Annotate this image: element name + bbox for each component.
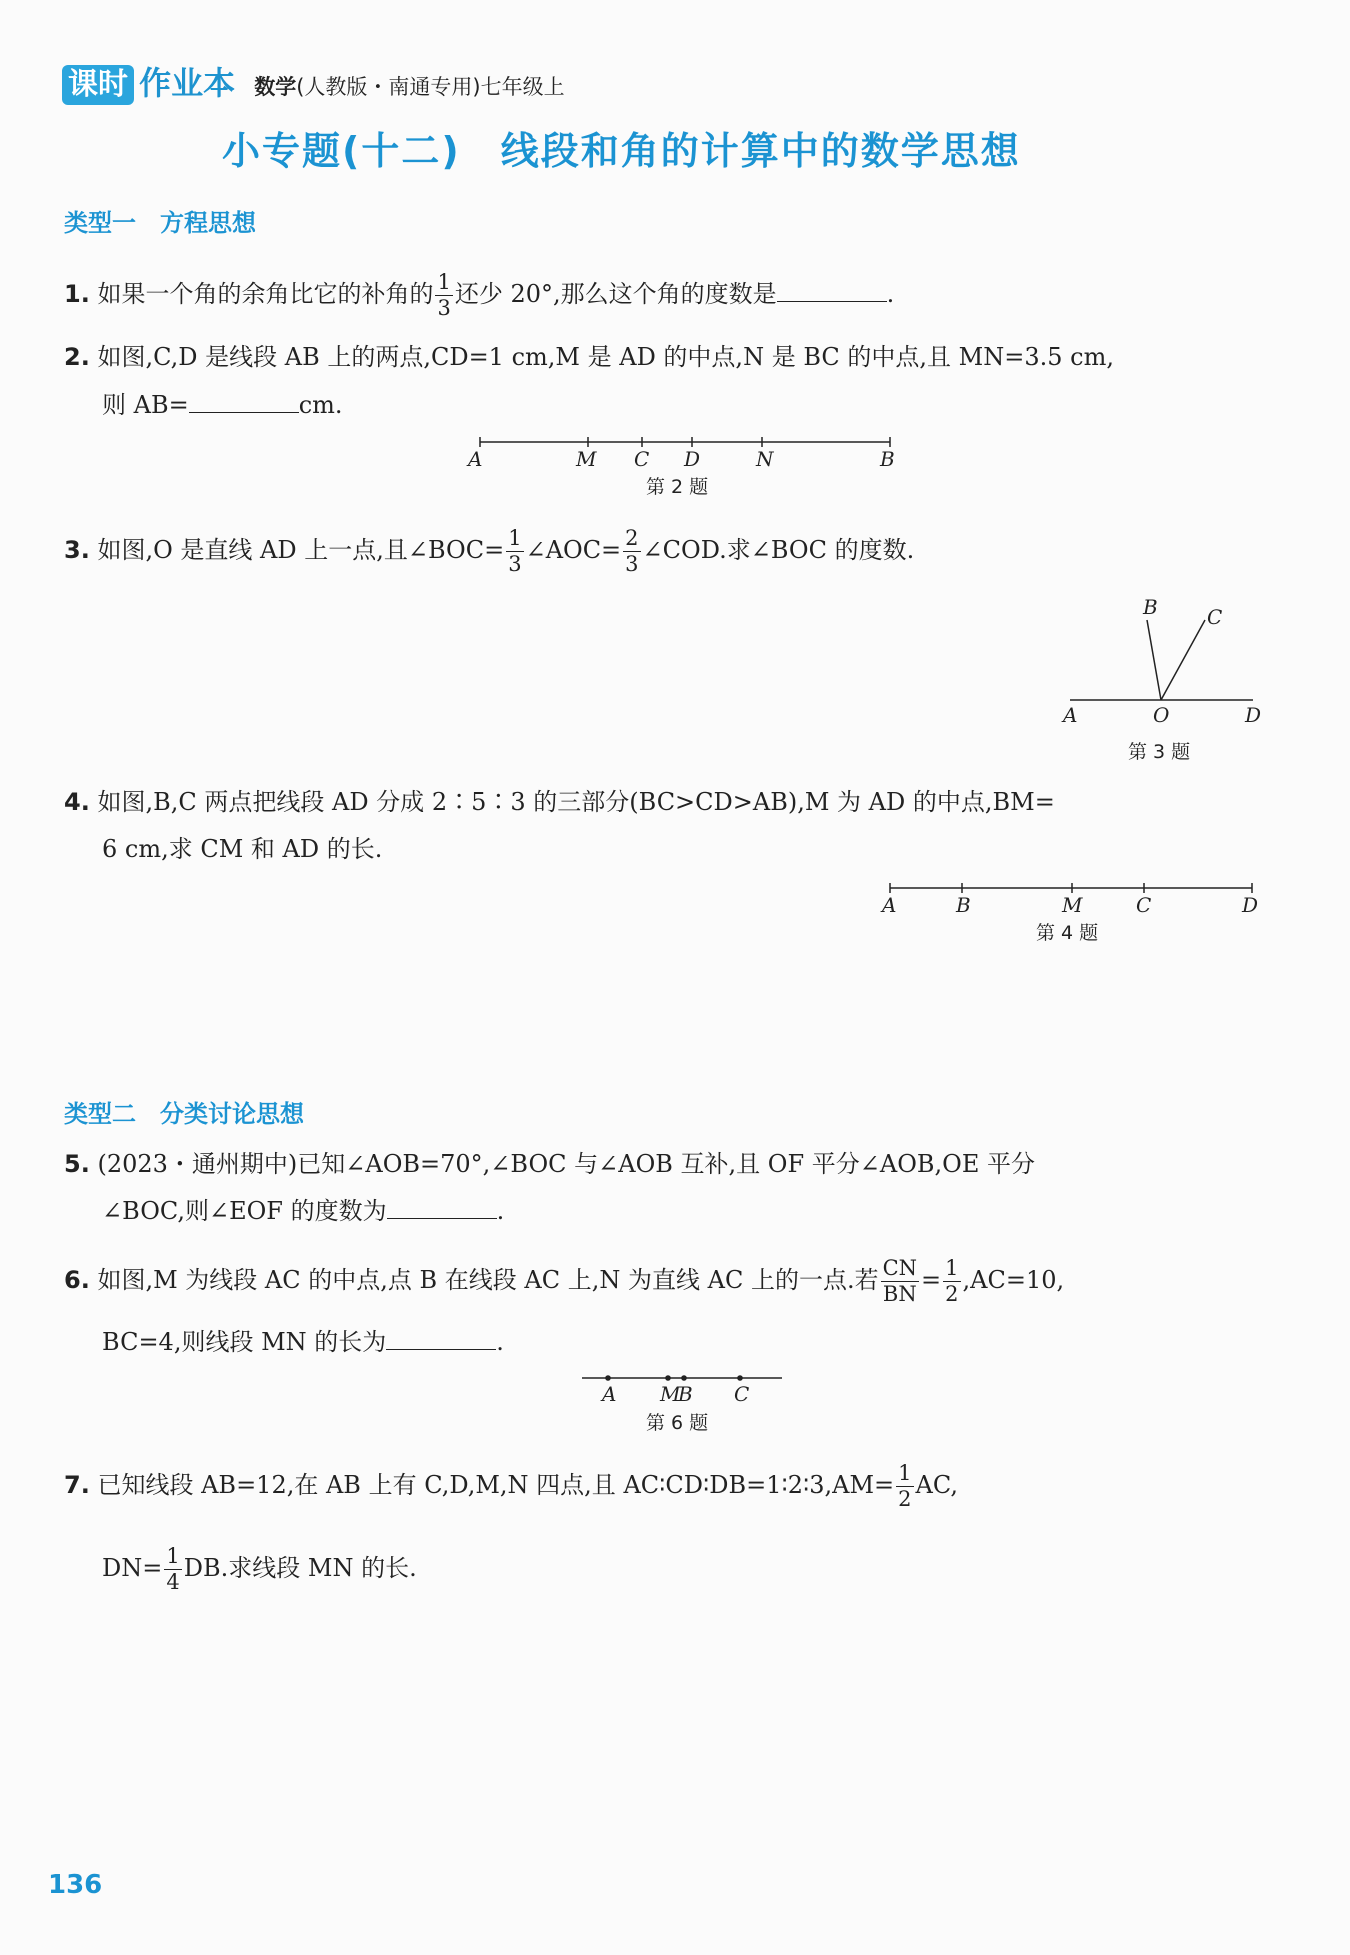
answer-blank[interactable] [777, 277, 887, 302]
point-label: A [468, 447, 483, 471]
section-heading-2: 类型二 分类讨论思想 [64, 1100, 304, 1128]
point-label: D [1242, 893, 1259, 917]
question-6-line2: BC=4,则线段 MN 的长为 . [102, 1325, 504, 1359]
question-2-line2: 则 AB= cm. [102, 388, 343, 422]
point-label: B [956, 893, 971, 917]
fraction: $\frac{CN}{BN}$ [882, 1256, 918, 1306]
point-label: A [882, 893, 897, 917]
brand-name: 作业本 [139, 64, 236, 102]
point-label: M [660, 1382, 681, 1406]
question-4: 4. 如图,B,C 两点把线段 AD 分成 2∶5∶3 的三部分(BC>CD>AB),M 为 AD 的中点,BM= [64, 788, 1055, 816]
figure-6-caption: 第 6 题 [646, 1412, 709, 1434]
point-label: A [1063, 703, 1078, 727]
brand-logo: 课时 [62, 65, 134, 105]
question-7-line2: DN= $\frac{1}{4}$ DB.求线段 MN 的长. [102, 1544, 417, 1594]
figure-4-caption: 第 4 题 [1036, 922, 1099, 944]
point-label: D [684, 447, 701, 471]
fraction: $\frac{1}{3}$ [437, 270, 451, 320]
point-label: N [756, 447, 774, 471]
point-label: C [734, 1382, 750, 1406]
page-number: 136 [48, 1870, 103, 1900]
header [62, 58, 565, 105]
fraction: $\frac{2}{3}$ [625, 526, 639, 576]
answer-blank[interactable] [386, 1325, 496, 1350]
page-title: 小专题(十二) 线段和角的计算中的数学思想 [222, 129, 1021, 173]
question-6: 6. 如图,M 为线段 AC 的中点,点 B 在线段 AC 上,N 为直线 AC 上的一点.若 $\frac{CN}{BN}$ = $\frac{1}{2}$ ,AC=10, [64, 1256, 1065, 1306]
point-label: M [576, 447, 597, 471]
answer-blank[interactable] [387, 1194, 497, 1219]
point-label: B [678, 1382, 693, 1406]
point-label: B [1143, 595, 1158, 619]
question-5: 5. (2023・通州期中)已知∠AOB=70°,∠BOC 与∠AOB 互补,且 OF 平分∠AOB,OE 平分 [64, 1150, 1035, 1178]
answer-blank[interactable] [189, 388, 299, 413]
point-label: C [1136, 893, 1152, 917]
header-subject: 数学 [254, 75, 297, 99]
point-label: O [1153, 703, 1170, 727]
question-3: 3. 如图,O 是直线 AD 上一点,且∠BOC= $\frac{1}{3}$ ∠AOC= $\frac{2}{3}$ ∠COD.求∠BOC 的度数. [64, 526, 915, 576]
question-2: 2. 如图,C,D 是线段 AB 上的两点,CD=1 cm,M 是 AD 的中点,N 是 BC 的中点,且 MN=3.5 cm, [64, 343, 1114, 371]
header-edition: (人教版・南通专用)七年级上 [296, 75, 565, 99]
section-heading-1: 类型一 方程思想 [64, 209, 256, 237]
point-label: A [602, 1382, 617, 1406]
figure-3-caption: 第 3 题 [1128, 741, 1191, 763]
figure-2-caption: 第 2 题 [646, 476, 709, 498]
figure-3 [1055, 590, 1275, 730]
fraction: $\frac{1}{2}$ [898, 1461, 912, 1511]
point-label: C [1207, 605, 1223, 629]
question-7: 7. 已知线段 AB=12,在 AB 上有 C,D,M,N 四点,且 AC∶CD∶DB=1∶2∶3,AM= $\frac{1}{2}$ AC, [64, 1461, 959, 1511]
point-label: M [1062, 893, 1083, 917]
point-label: D [1245, 703, 1262, 727]
point-label: C [634, 447, 650, 471]
fraction: $\frac{1}{4}$ [166, 1544, 180, 1594]
fraction: $\frac{1}{2}$ [945, 1256, 959, 1306]
question-5-line2: ∠BOC,则∠EOF 的度数为 . [102, 1194, 504, 1228]
point-label: B [880, 447, 895, 471]
fraction: $\frac{1}{3}$ [508, 526, 522, 576]
question-4-line2: 6 cm,求 CM 和 AD 的长. [102, 835, 383, 863]
question-1: 1. 如果一个角的余角比它的补角的 $\frac{1}{3}$ 还少 20°,那么这个角的度数是 . [64, 270, 895, 320]
